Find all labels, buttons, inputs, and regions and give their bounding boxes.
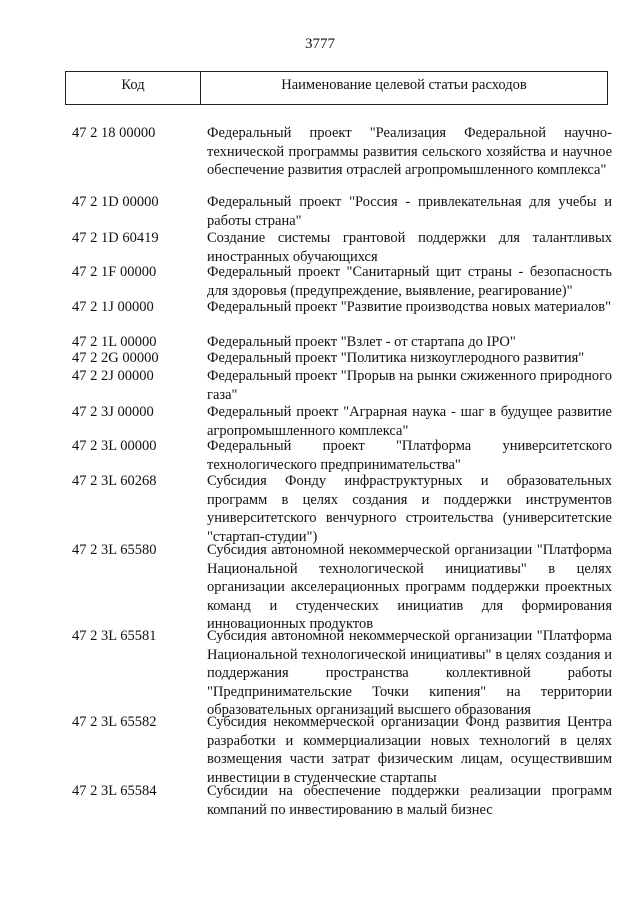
row-name: Федеральный проект "Прорыв на рынки сжиженного природного газа" [207,368,612,403]
row-name: Федеральный проект "Россия - привлекательная для учебы и работы страна" [207,194,612,229]
row-name: Федеральный проект "Взлет - от стартапа до IPO" [207,334,516,350]
row-code: 47 2 3L 65582 [72,714,157,730]
row-code: 47 2 3J 00000 [72,404,154,420]
row-code: 47 2 1F 00000 [72,264,157,280]
row-code: 47 2 1D 60419 [72,230,159,246]
row-name: Федеральный проект "Санитарный щит страны - безопасность для здоровья (предупреждение, выявление, реагирование)" [207,264,612,299]
row-name: Субсидии на обеспечение поддержки реализации программ компаний по инвестированию в малый бизнес [207,783,612,818]
row-code: 47 2 1J 00000 [72,299,154,315]
row-name: Федеральный проект "Аграрная наука - шаг в будущее развитие агропромышленного комплекса" [207,404,612,439]
row-name: Субсидия автономной некоммерческой организации "Платформа Национальной технологической инициативы" в целях организации акселерационных программ поддержки проектных команд и студенческих инициатив для формирования инновационных продуктов [207,542,612,632]
row-code: 47 2 3L 60268 [72,473,157,489]
row-name: Создание системы грантовой поддержки для талантливых иностранных обучающихся [207,230,612,265]
row-code: 47 2 3L 65584 [72,783,157,799]
page-number: 3777 [305,36,335,52]
row-name: Федеральный проект "Реализация Федеральной научно-технической программы развития сельского хозяйства и научное обеспечение развития отраслей агропромышленного комплекса" [207,125,612,178]
row-name: Федеральный проект "Платформа университетского технологического предпринимательства" [207,438,612,473]
row-code: 47 2 2J 00000 [72,368,154,384]
row-code: 47 2 3L 00000 [72,438,157,454]
row-name: Субсидия Фонду инфраструктурных и образовательных программ в целях создания и поддержки инструментов университетского венчурного строительства (университетские "стартап-студии") [207,473,612,545]
row-name: Субсидия некоммерческой организации Фонд развития Центра разработки и коммерциализации новых технологий в целях возмещения части затрат физическим лицам, осуществившим инвестиции в студенческие стартапы [207,714,612,786]
row-code: 47 2 3L 65580 [72,542,157,558]
row-code: 47 2 1L 00000 [72,334,157,350]
row-code: 47 2 1D 00000 [72,194,159,210]
row-code: 47 2 18 00000 [72,125,156,141]
header-name-column: Наименование целевой статьи расходов [281,77,527,93]
row-name: Субсидия автономной некоммерческой организации "Платформа Национальной технологической инициативы" в целях создания и поддержания пространства коллективной работы "Предпринимательские Точки кипения" на территории образовательных организаций высшего образования [207,628,612,718]
row-name: Федеральный проект "Развитие производства новых материалов" [207,299,612,315]
row-name: Федеральный проект "Политика низкоуглеродного развития" [207,350,585,366]
row-code: 47 2 2G 00000 [72,350,159,366]
row-code: 47 2 3L 65581 [72,628,157,644]
header-code-column: Код [66,72,201,104]
